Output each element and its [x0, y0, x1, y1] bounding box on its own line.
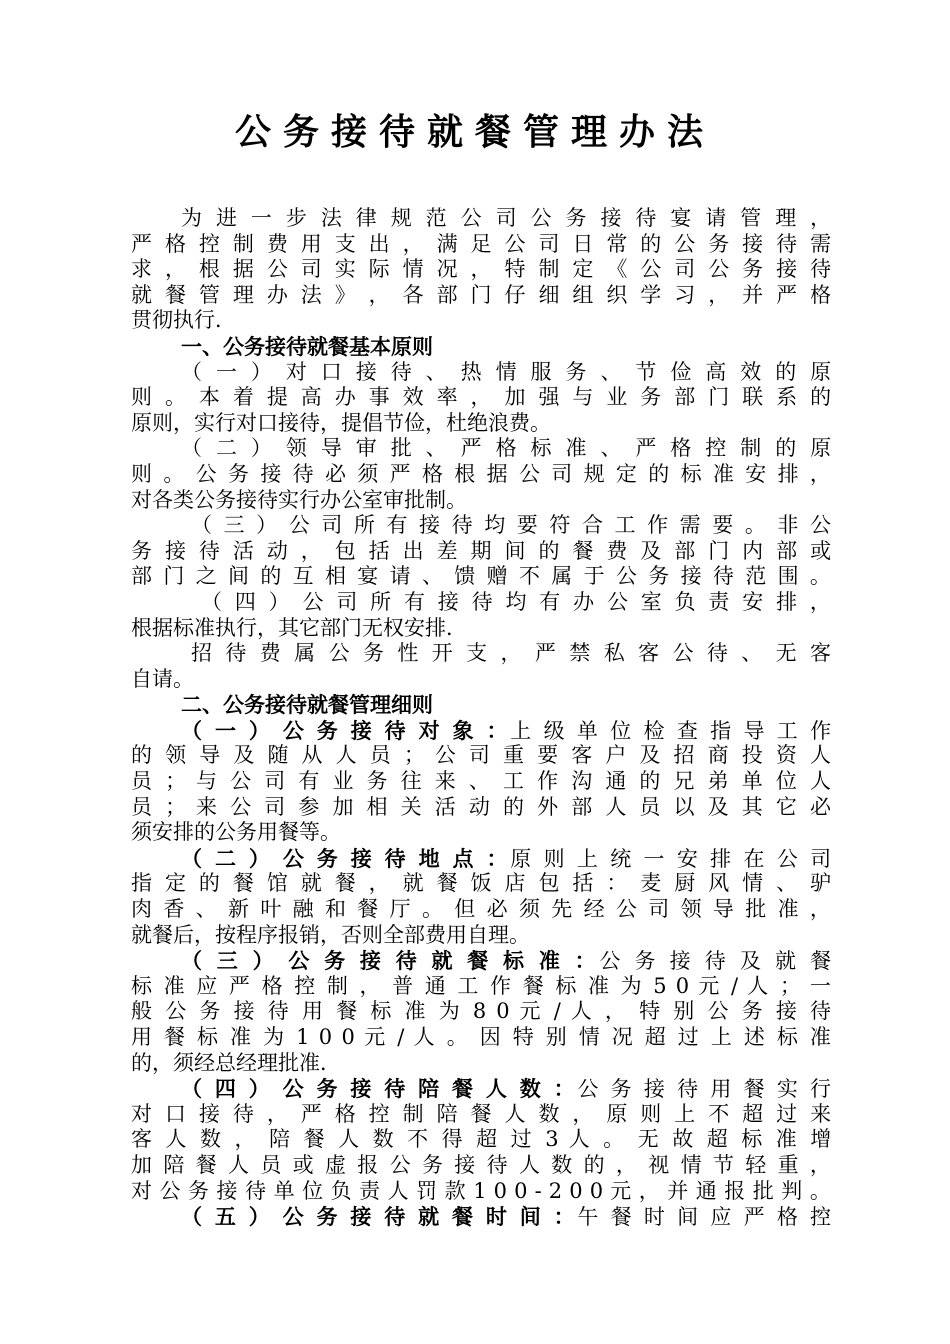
bold-lead-label: （ 二 ） 公 务 接 待 地 点 ： — [181, 845, 511, 871]
line-text: 则 。 公 务 接 待 必 须 严 格 根 据 公 司 规 定 的 标 准 安 排 ， — [131, 461, 831, 486]
paragraph-line — [131, 360, 831, 386]
paragraph-line — [131, 641, 831, 667]
line-text: 般 公 务 接 待 用 餐 标 准 为 8 0 元 / 人 ， 特 别 公 务 接 待 — [131, 999, 832, 1024]
paragraph-line — [131, 1153, 831, 1179]
bold-lead-label: （ 三 ） 公 务 接 待 就 餐 标 准 ： — [181, 948, 600, 974]
line-text: 员 ； 来 公 司 参 加 相 关 活 动 的 外 部 人 员 以 及 其 它 必 — [131, 794, 831, 819]
section-heading — [131, 334, 831, 360]
paragraph-line — [131, 820, 831, 846]
paragraph-line — [131, 667, 831, 693]
line-text: 部 门 之 间 的 互 相 宴 请 、 馈 赠 不 属 于 公 务 接 待 范 围 。 — [131, 564, 831, 589]
line-text: 加 陪 餐 人 员 或 虚 报 公 务 接 待 人 数 的 ， 视 情 节 轻 重 ， — [131, 1152, 831, 1177]
bold-lead-label: （ 五 ） 公 务 接 待 就 餐 时 间 ： — [181, 1204, 578, 1230]
paragraph-line — [131, 923, 831, 949]
line-text: 标 准 应 严 格 控 制 ， 普 通 工 作 餐 标 准 为 5 0 元 / 人 ； 一 — [131, 973, 831, 998]
paragraph-line — [131, 743, 831, 769]
line-text: 的，须经总经理批准． — [131, 1050, 341, 1075]
paragraph-line — [131, 871, 831, 897]
paragraph-line — [131, 999, 831, 1025]
line-text: （ 四 ） 公 司 所 有 接 待 均 有 办 公 室 负 责 安 排 ， — [201, 589, 831, 614]
line-text: （ 一 ） 对 口 接 待 、 热 情 服 务 、 节 俭 高 效 的 原 — [181, 359, 832, 384]
line-text: 一、公务接待就餐基本原则 — [181, 333, 433, 359]
line-text: （ 三 ） 公 司 所 有 接 待 均 要 符 合 工 作 需 要 。 非 公 — [191, 513, 831, 538]
line-text: 为 进 一 步 法 律 规 范 公 司 公 务 接 待 宴 请 管 理 ， — [181, 206, 832, 230]
section-heading — [131, 692, 831, 718]
paragraph-line — [131, 846, 831, 872]
line-text: 二、公务接待就餐管理细则 — [181, 692, 433, 718]
line-text: 的 领 导 及 随 从 人 员 ； 公 司 重 要 客 户 及 招 商 投 资 人 — [131, 743, 831, 768]
paragraph-line — [131, 283, 831, 309]
line-text: 对 公 务 接 待 单 位 负 责 人 罚 款 1 0 0 - 2 0 0 元 ， 并 通 报 批 判 。 — [131, 1178, 831, 1203]
paragraph-line — [131, 411, 831, 437]
line-text: 原 则 上 统 一 安 排 在 公 司 — [510, 846, 832, 871]
line-text: 对各类公务接待实行办公室审批制。 — [131, 487, 467, 512]
line-text: 指 定 的 餐 馆 就 餐 ， 就 餐 饭 店 包 括 ： 麦 厨 风 情 、 驴 — [131, 871, 832, 896]
paragraph-line — [131, 1179, 831, 1205]
line-text: 就餐后，按程序报销，否则全部费用自理。 — [131, 922, 530, 947]
paragraph-line — [131, 513, 831, 539]
paragraph-line — [131, 1051, 831, 1077]
line-text: （ 二 ） 领 导 审 批 、 严 格 标 准 、 严 格 控 制 的 原 — [181, 436, 832, 461]
line-text: 务 接 待 活 动 ， 包 括 出 差 期 间 的 餐 费 及 部 门 内 部 或 — [131, 538, 832, 563]
line-text: 对 口 接 待 ， 严 格 控 制 陪 餐 人 数 ， 原 则 上 不 超 过 来 — [131, 1101, 832, 1126]
line-text: 公 务 接 待 及 就 餐 — [599, 949, 832, 974]
paragraph-line — [131, 488, 831, 514]
paragraph-line — [131, 232, 831, 258]
paragraph-line — [131, 974, 831, 1000]
line-text: 肉 香 、 新 叶 融 和 餐 厅 。 但 必 须 先 经 公 司 领 导 批 准 ， — [131, 897, 831, 922]
line-text: 须安排的公务用餐等。 — [131, 820, 341, 845]
line-text: 贯彻执行． — [131, 308, 236, 333]
paragraph-line — [131, 948, 831, 974]
line-text: 自请。 — [131, 666, 194, 691]
line-text: 用 餐 标 准 为 1 0 0 元 / 人 。 因 特 别 情 况 超 过 上 述 标 准 — [131, 1025, 831, 1049]
paragraph-line — [131, 590, 831, 616]
bold-lead-label: （ 一 ） 公 务 接 待 对 象 ： — [181, 717, 511, 743]
document-title: 公务接待就餐管理办法 — [234, 111, 715, 153]
paragraph-line — [131, 897, 831, 923]
line-text: 员 ； 与 公 司 有 业 务 往 来 、 工 作 沟 通 的 兄 弟 单 位 人 — [131, 769, 831, 794]
line-text: 则 。 本 着 提 高 办 事 效 率 ， 加 强 与 业 务 部 门 联 系 的 — [131, 385, 832, 410]
line-text: 求 ， 根 据 公 司 实 际 情 况 ， 特 制 定 《 公 司 公 务 接 待 — [131, 257, 832, 282]
paragraph-line — [131, 1204, 831, 1230]
paragraph-line — [131, 385, 831, 411]
line-text: 就 餐 管 理 办 法 》 ， 各 部 门 仔 细 组 织 学 习 ， 并 严 格 — [131, 282, 832, 307]
document-body — [131, 206, 831, 1230]
line-text: 招 待 费 属 公 务 性 开 支 ， 严 禁 私 客 公 待 、 无 客 — [191, 641, 832, 666]
paragraph-line — [131, 206, 831, 232]
paragraph-line — [131, 436, 831, 462]
paragraph-line — [131, 462, 831, 488]
line-text: 上 级 单 位 检 查 指 导 工 作 — [510, 718, 832, 743]
paragraph-line — [131, 718, 831, 744]
paragraph-line — [131, 257, 831, 283]
paragraph-line — [131, 308, 831, 334]
line-text: 客 人 数 ， 陪 餐 人 数 不 得 超 过 3 人 。 无 故 超 标 准 增 — [131, 1127, 832, 1152]
paragraph-line — [131, 1076, 831, 1102]
line-text: 午 餐 时 间 应 严 格 控 — [577, 1205, 832, 1230]
paragraph-line — [131, 564, 831, 590]
bold-lead-label: （ 四 ） 公 务 接 待 陪 餐 人 数 ： — [181, 1076, 578, 1102]
line-text: 原则，实行对口接待，提倡节俭，杜绝浪费。 — [131, 410, 551, 435]
paragraph-line — [131, 795, 831, 821]
paragraph-line — [131, 769, 831, 795]
paragraph-line — [131, 616, 831, 642]
line-text: 根据标准执行，其它部门无权安排． — [131, 615, 467, 640]
line-text: 严 格 控 制 费 用 支 出 ， 满 足 公 司 日 常 的 公 务 接 待 需 — [131, 231, 832, 256]
paragraph-line — [131, 1025, 831, 1051]
line-text: 公 务 接 待 用 餐 实 行 — [577, 1077, 832, 1102]
paragraph-line — [131, 539, 831, 565]
paragraph-line — [131, 1127, 831, 1153]
paragraph-line — [131, 1102, 831, 1128]
